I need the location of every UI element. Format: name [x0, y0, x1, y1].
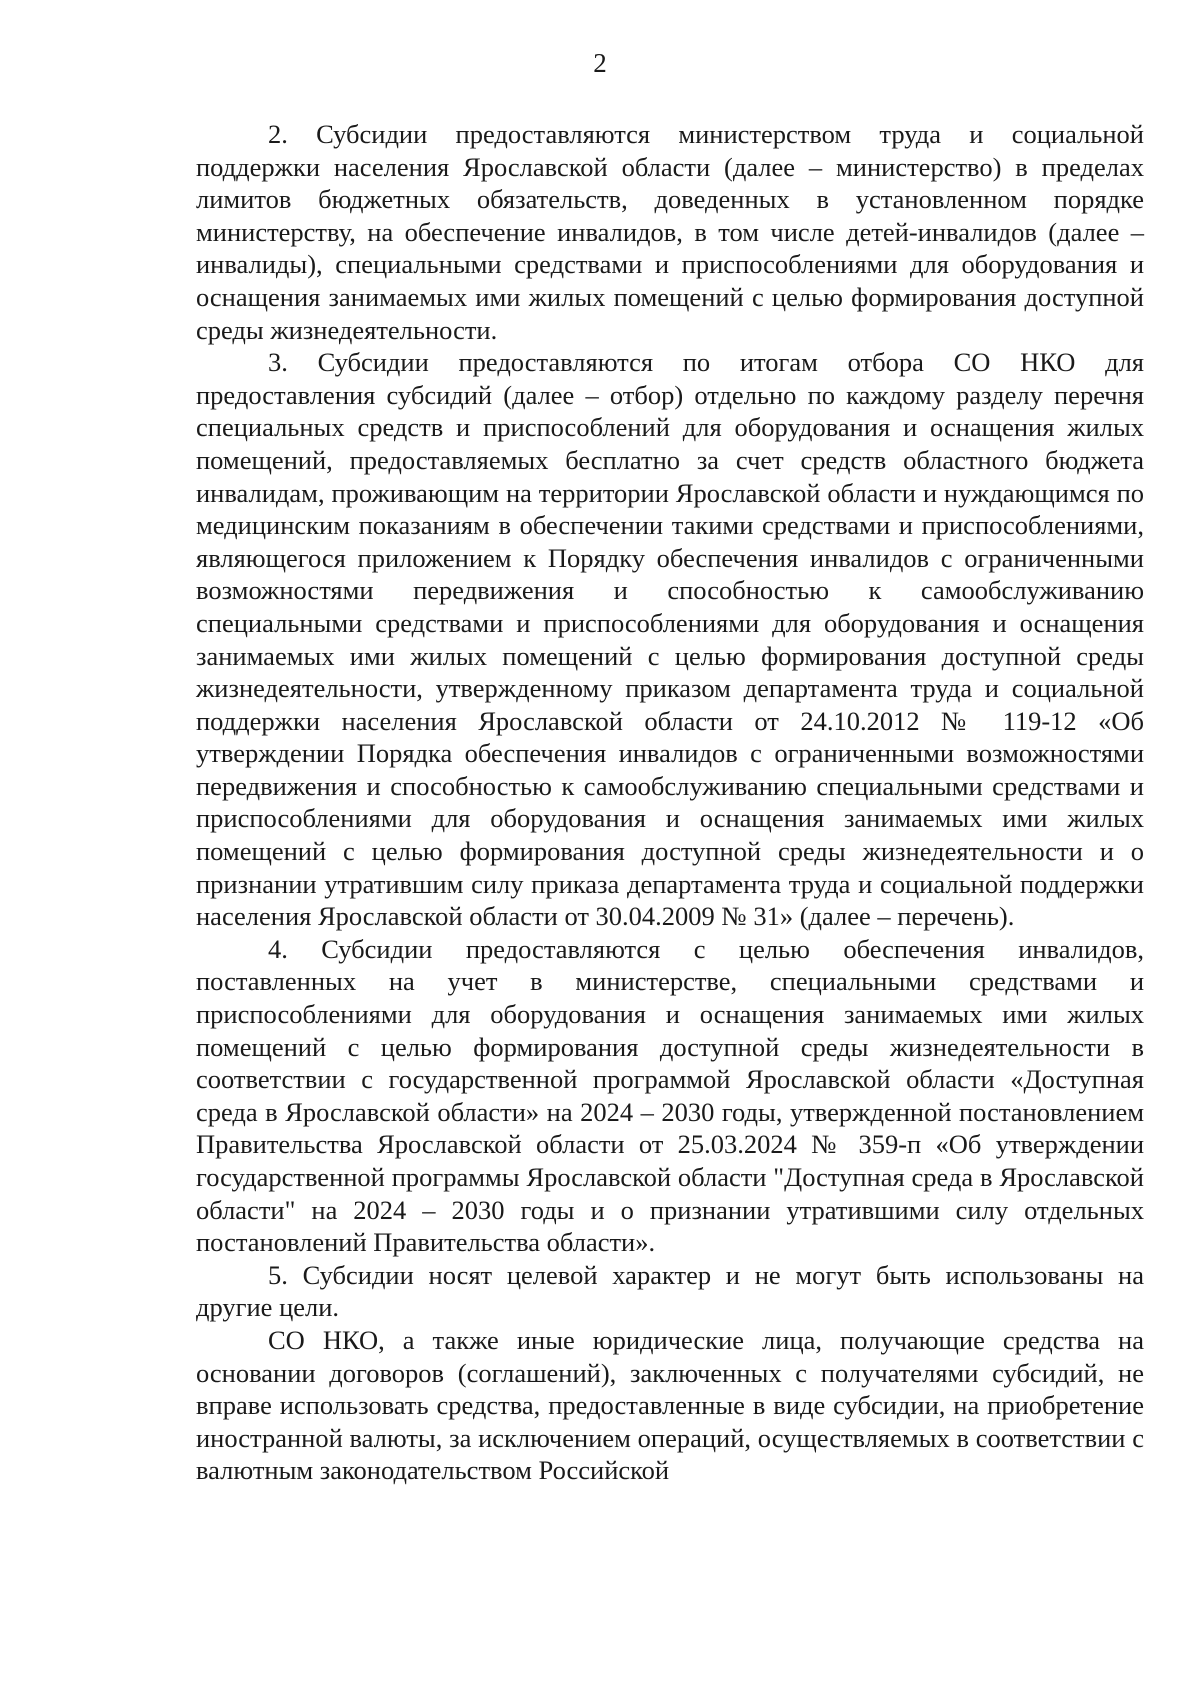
document-body	[196, 118, 1144, 1487]
page-number: 2	[593, 48, 607, 78]
paragraph-nko-restriction: СО НКО, а также иные юридические лица, получающие средства на основании договоров (соглашений), заключенных с получателями субсидий, не вправе использовать средства, предоставленные в виде субсидии, на приобретение иностранной валюты, за исключением операций, осуществляемых в соответствии с валютным законодательством Российской	[196, 1324, 1144, 1486]
paragraph-4: 4. Субсидии предоставляются с целью обеспечения инвалидов, поставленных на учет в министерстве, специальными средствами и приспособлениями для оборудования и оснащения занимаемых ими жилых помещений с целью формирования доступной среды жизнедеятельности в соответствии с государственной программой Ярославской области «Доступная среда в Ярославской области» на 2024 – 2030 годы, утвержденной постановлением Правительства Ярославской области от 25.03.2024 № 359-п «Об утверждении государственной программы Ярославской области "Доступная среда в Ярославской области" на 2024 – 2030 годы и о признании утратившими силу отдельных постановлений Правительства области».	[196, 933, 1144, 1258]
paragraph-5: 5. Субсидии носят целевой характер и не могут быть использованы на другие цели.	[196, 1259, 1144, 1323]
paragraph-3: 3. Субсидии предоставляются по итогам отбора СО НКО для предоставления субсидий (далее – отбор) отдельно по каждому разделу перечня специальных средств и приспособлений для оборудования и оснащения жилых помещений, предоставляемых бесплатно за счет средств областного бюджета инвалидам, проживающим на территории Ярославской области и нуждающимся по медицинским показаниям в обеспечении такими средствами и приспособлениями, являющегося приложением к Порядку обеспечения инвалидов с ограниченными возможностями передвижения и способностью к самообслуживанию специальными средствами и приспособлениями для оборудования и оснащения занимаемых ими жилых помещений с целью формирования доступной среды жизнедеятельности, утвержденному приказом департамента труда и социальной поддержки населения Ярославской области от 24.10.2012 № 119-12 «Об утверждении Порядка обеспечения инвалидов с ограниченными возможностями передвижения и способностью к самообслуживанию специальными средствами и приспособлениями для оборудования и оснащения занимаемых ими жилых помещений с целью формирования доступной среды жизнедеятельности и о признании утратившим силу приказа департамента труда и социальной поддержки населения Ярославской области от 30.04.2009 № 31» (далее – перечень).	[196, 347, 1144, 932]
paragraph-2: 2. Субсидии предоставляются министерством труда и социальной поддержки населения Ярославской области (далее – министерство) в пределах лимитов бюджетных обязательств, доведенных в установленном порядке министерству, на обеспечение инвалидов, в том числе детей-инвалидов (далее – инвалиды), специальными средствами и приспособлениями для оборудования и оснащения занимаемых ими жилых помещений с целью формирования доступной среды жизнедеятельности.	[196, 119, 1144, 345]
